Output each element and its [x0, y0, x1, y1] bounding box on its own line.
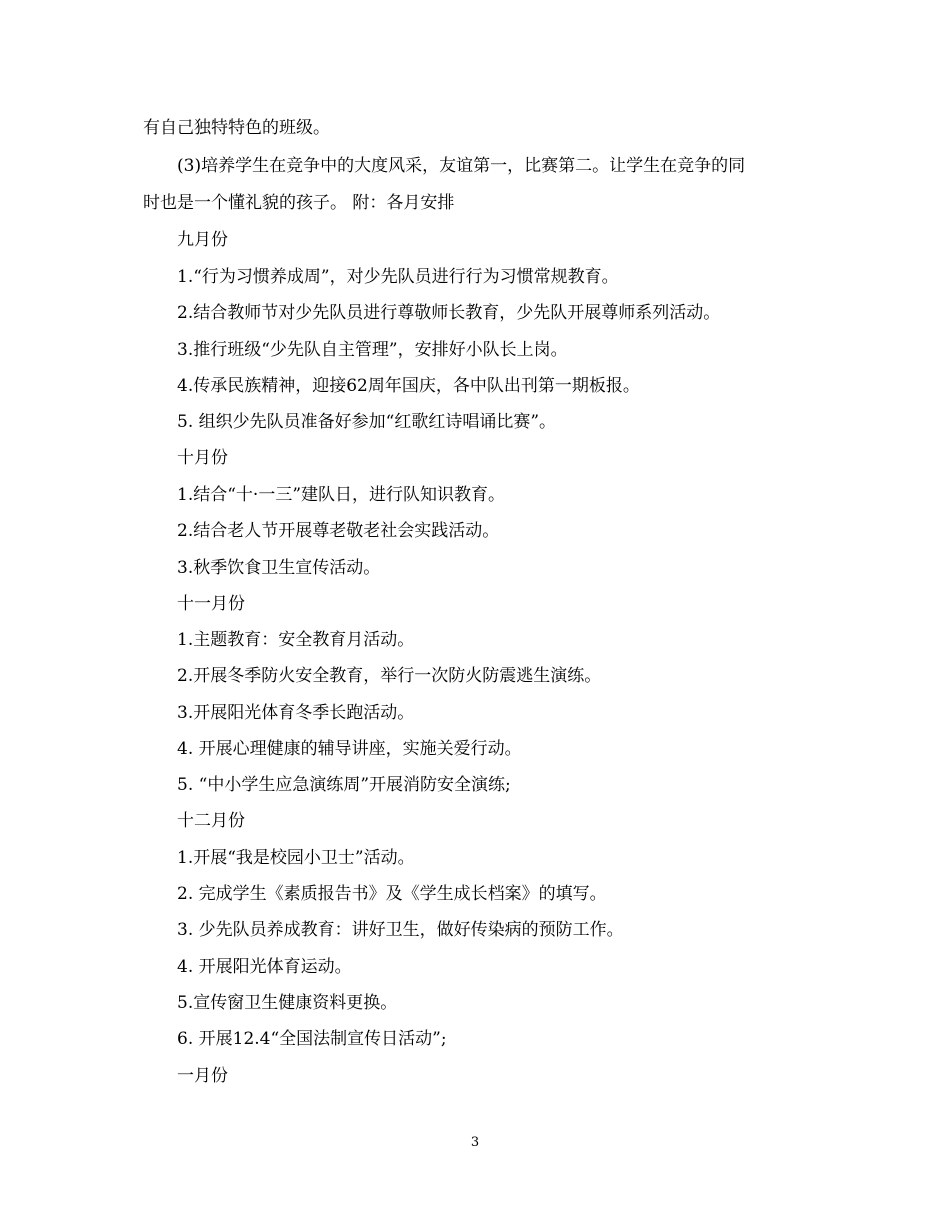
list-item: 5.宣传窗卫生健康资料更换。: [177, 993, 398, 1013]
list-item: 1.“行为习惯养成周”，对少先队员进行行为习惯常规教育。: [177, 267, 619, 287]
text-line-item-3-cont: 时也是一个懂礼貌的孩子。 附：各月安排: [143, 193, 455, 213]
list-item: 2.开展冬季防火安全教育，举行一次防火防震逃生演练。: [177, 666, 602, 686]
list-item: 6. 开展12.4“全国法制宣传日活动”;: [177, 1029, 447, 1049]
list-item: 4. 开展心理健康的辅导讲座，实施关爱行动。: [177, 739, 522, 759]
list-item: 2.结合老人节开展尊老敬老社会实践活动。: [177, 521, 500, 541]
list-item: 5. 组织少先队员准备好参加“红歌红诗唱诵比赛”。: [177, 412, 557, 432]
list-item: 3.推行班级“少先队自主管理”，安排好小队长上岗。: [177, 340, 568, 360]
month-heading-november: 十一月份: [177, 594, 245, 614]
list-item: 5. “中小学生应急演练周”开展消防安全演练;: [177, 775, 511, 795]
list-item: 1.主题教育：安全教育月活动。: [177, 630, 415, 650]
page-number: 3: [470, 1135, 480, 1150]
month-heading-september: 九月份: [177, 230, 228, 250]
month-heading-january: 一月份: [177, 1066, 228, 1086]
month-heading-december: 十二月份: [177, 811, 245, 831]
list-item: 2.结合教师节对少先队员进行尊敬师长教育，少先队开展尊师系列活动。: [177, 303, 721, 323]
list-item: 3.秋季饮食卫生宣传活动。: [177, 558, 381, 578]
text-line-item-3: (3)培养学生在竞争中的大度风采，友谊第一，比赛第二。让学生在竞争的同: [177, 156, 746, 176]
text-line-continuation: 有自己独特特色的班级。: [143, 118, 330, 138]
list-item: 3. 少先队员养成教育：讲好卫生，做好传染病的预防工作。: [177, 920, 624, 940]
list-item: 4. 开展阳光体育运动。: [177, 957, 352, 977]
list-item: 3.开展阳光体育冬季长跑活动。: [177, 703, 415, 723]
list-item: 1.开展“我是校园小卫士”活动。: [177, 848, 415, 868]
list-item: 4.传承民族精神，迎接62周年国庆，各中队出刊第一期板报。: [177, 376, 640, 396]
list-item: 2. 完成学生《素质报告书》及《学生成长档案》的填写。: [177, 884, 607, 904]
month-heading-october: 十月份: [177, 448, 228, 468]
list-item: 1.结合“十·一三”建队日，进行队知识教育。: [177, 485, 506, 505]
